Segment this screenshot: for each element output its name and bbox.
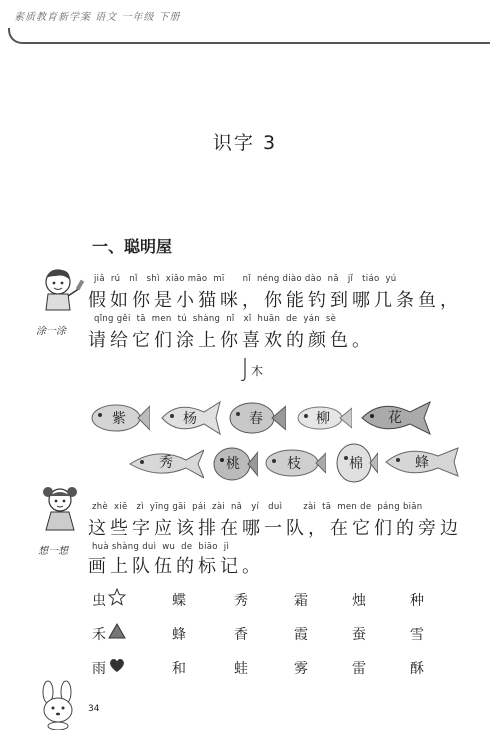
- fish-label: 枝: [287, 456, 301, 472]
- bunny-icon: [34, 680, 84, 730]
- pinyin-line: qǐng gěi tā men tú shàng nǐ xǐ huān de yán sè: [94, 314, 337, 324]
- char-cell[interactable]: 和: [172, 661, 186, 677]
- fish-label: 杨: [183, 411, 197, 427]
- wood-character: 木: [251, 364, 264, 378]
- fish[interactable]: [384, 442, 460, 482]
- page-number: 34: [88, 704, 100, 714]
- radical-label: 雨: [92, 661, 106, 677]
- fish[interactable]: [128, 442, 204, 482]
- fish[interactable]: [88, 398, 150, 438]
- fish-label: 紫: [112, 411, 126, 427]
- char-cell[interactable]: 霜: [294, 593, 308, 609]
- header-border: [8, 28, 490, 44]
- char-cell[interactable]: 蝶: [172, 593, 186, 609]
- text-line: 这些字应该排在哪一队，在它们的旁边: [88, 518, 462, 539]
- heart-icon: [108, 656, 126, 674]
- pinyin-line: jiǎ rú nǐ shì xiǎo māo mī nǐ néng diào dào nǎ jǐ tiáo yú: [94, 274, 397, 284]
- fish[interactable]: [358, 396, 432, 438]
- fish-label: 蜂: [415, 455, 429, 471]
- fish[interactable]: [158, 396, 222, 440]
- think-badge: 想一想: [38, 546, 68, 557]
- paint-badge: 涂一涂: [36, 326, 66, 337]
- girl-thinking-icon: [36, 484, 86, 534]
- fishing-hook-icon: [238, 358, 252, 386]
- char-cell[interactable]: 香: [234, 627, 248, 643]
- text-line: 请给它们涂上你喜欢的颜色。: [88, 330, 374, 351]
- fish[interactable]: [226, 398, 286, 438]
- fish-label: 春: [249, 411, 263, 427]
- char-cell[interactable]: 雾: [294, 661, 308, 677]
- page-header: [0, 0, 490, 46]
- char-cell[interactable]: 烛: [352, 593, 366, 609]
- fish-label: 棉: [349, 456, 363, 472]
- header-text: 素质教育新学案 语文 一年级 下册: [14, 12, 181, 23]
- fish[interactable]: [262, 444, 326, 482]
- char-cell[interactable]: 雷: [352, 661, 366, 677]
- fish-label: 花: [388, 410, 402, 426]
- pinyin-line: huà shàng duì wu de biāo jì: [92, 542, 230, 552]
- char-cell[interactable]: 蜂: [172, 627, 186, 643]
- fish[interactable]: [208, 440, 258, 486]
- char-cell[interactable]: 种: [410, 593, 424, 609]
- text-line: 假如你是小猫咪，你能钓到哪几条鱼，: [88, 290, 462, 311]
- char-cell[interactable]: 霞: [294, 627, 308, 643]
- char-cell[interactable]: 酥: [410, 661, 424, 677]
- triangle-icon: [108, 622, 126, 640]
- star-icon: [108, 588, 126, 606]
- lesson-title: 识字 3: [212, 132, 278, 154]
- fish-label: 秀: [159, 455, 173, 471]
- char-cell[interactable]: 蚕: [352, 627, 366, 643]
- boy-painting-icon: [34, 266, 86, 316]
- fish[interactable]: [334, 440, 378, 486]
- char-cell[interactable]: 蛙: [234, 661, 248, 677]
- section-heading: 一、聪明屋: [92, 237, 173, 256]
- fish[interactable]: [294, 400, 352, 436]
- fish-label: 柳: [316, 411, 330, 427]
- pinyin-line: zhè xiē zì yīng gāi pái zài nǎ yí duì zài tā men de páng biān: [92, 502, 423, 512]
- radical-label: 虫: [92, 593, 106, 609]
- char-cell[interactable]: 雪: [410, 627, 424, 643]
- text-line: 画上队伍的标记。: [88, 556, 264, 577]
- fish-label: 桃: [226, 456, 240, 472]
- radical-label: 禾: [92, 627, 106, 643]
- char-cell[interactable]: 秀: [234, 593, 248, 609]
